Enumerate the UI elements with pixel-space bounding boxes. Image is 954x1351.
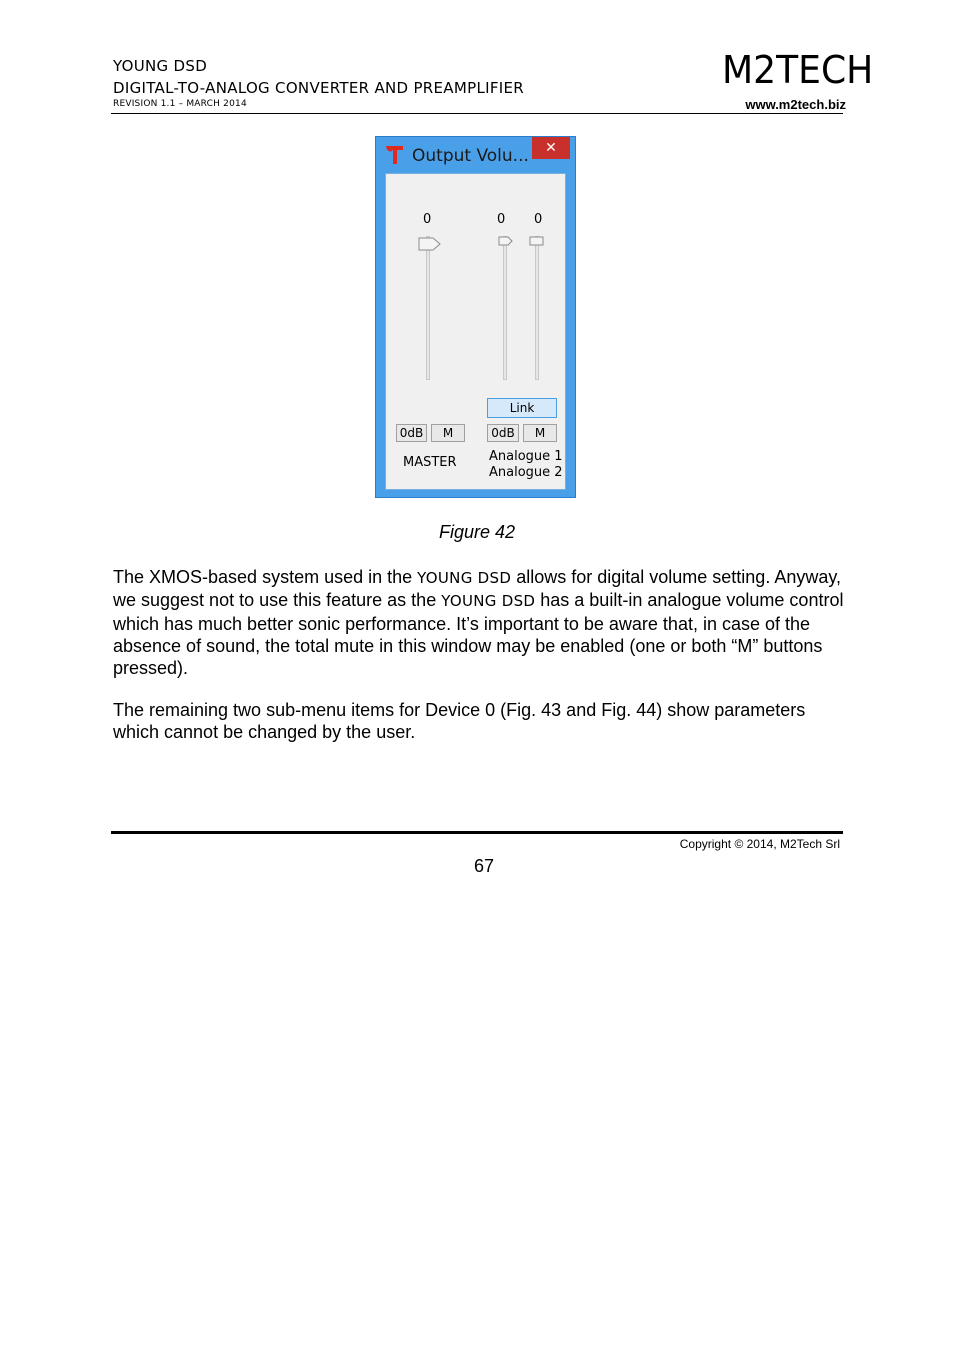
analogue1-volume-value: 0 bbox=[497, 212, 506, 227]
master-mute-button[interactable]: M bbox=[431, 424, 465, 442]
analogue2-slider-thumb[interactable] bbox=[529, 236, 545, 246]
body-paragraph bbox=[113, 566, 853, 679]
figure-caption: Figure 42 bbox=[438, 522, 516, 542]
header-subtitle: DIGITAL-TO-ANALOG CONVERTER AND PREAMPLIFIER bbox=[113, 79, 524, 97]
header-revision: REVISION 1.1 – MARCH 2014 bbox=[113, 99, 247, 109]
master-group-label: MASTER bbox=[403, 455, 457, 470]
analogue-mute-button[interactable]: M bbox=[523, 424, 557, 442]
brand-name: YOUNG DSD bbox=[441, 592, 536, 611]
master-volume-value: 0 bbox=[423, 212, 432, 227]
footer-copyright: Copyright © 2014, M2Tech Srl bbox=[679, 837, 840, 851]
window-titlebar[interactable] bbox=[376, 137, 575, 173]
analogue2-slider-track[interactable] bbox=[535, 236, 539, 380]
link-button[interactable]: Link bbox=[487, 398, 557, 418]
paragraph-text: allows for digital volume setting. Anyway, we suggest not to use this feature as the bbox=[113, 567, 842, 611]
brand-name: YOUNG DSD bbox=[417, 569, 512, 587]
analogue2-volume-value: 0 bbox=[534, 212, 543, 227]
header-url: www.m2tech.biz bbox=[745, 97, 846, 112]
paragraph-text: The XMOS-based system used in the bbox=[113, 567, 418, 587]
close-icon[interactable]: ✕ bbox=[532, 137, 570, 159]
master-slider-thumb[interactable] bbox=[418, 237, 442, 251]
master-slider-track[interactable] bbox=[426, 236, 430, 380]
analogue1-slider-thumb[interactable] bbox=[498, 236, 514, 246]
page-number: 67 bbox=[474, 856, 495, 876]
body-paragraph-2: The remaining two sub-menu items for Device 0 (Fig. 43 and Fig. 44) show parameters which cannot be changed by the user. bbox=[113, 700, 806, 743]
header-rule bbox=[111, 113, 843, 114]
master-0db-button[interactable]: 0dB bbox=[396, 424, 427, 442]
analogue1-slider-track[interactable] bbox=[503, 236, 507, 380]
analogue2-label: Analogue 2 bbox=[489, 465, 563, 480]
footer-rule bbox=[111, 831, 843, 834]
paragraph-text: has a built-in analogue volume control which has much better sonic performance. It’s important to be aware that, in case of the absence of sound, the total mute in this window may be enabled (one or both “M” buttons pressed). bbox=[113, 590, 844, 679]
analogue1-label: Analogue 1 bbox=[489, 449, 563, 464]
header-product: YOUNG DSD bbox=[113, 57, 208, 75]
analogue-0db-button[interactable]: 0dB bbox=[487, 424, 519, 442]
app-icon bbox=[386, 144, 404, 166]
window-title: Output Volu... bbox=[412, 146, 529, 166]
brand-logo: M2TECH bbox=[722, 48, 874, 92]
output-volume-window bbox=[375, 136, 576, 498]
window-client-area bbox=[385, 173, 566, 490]
